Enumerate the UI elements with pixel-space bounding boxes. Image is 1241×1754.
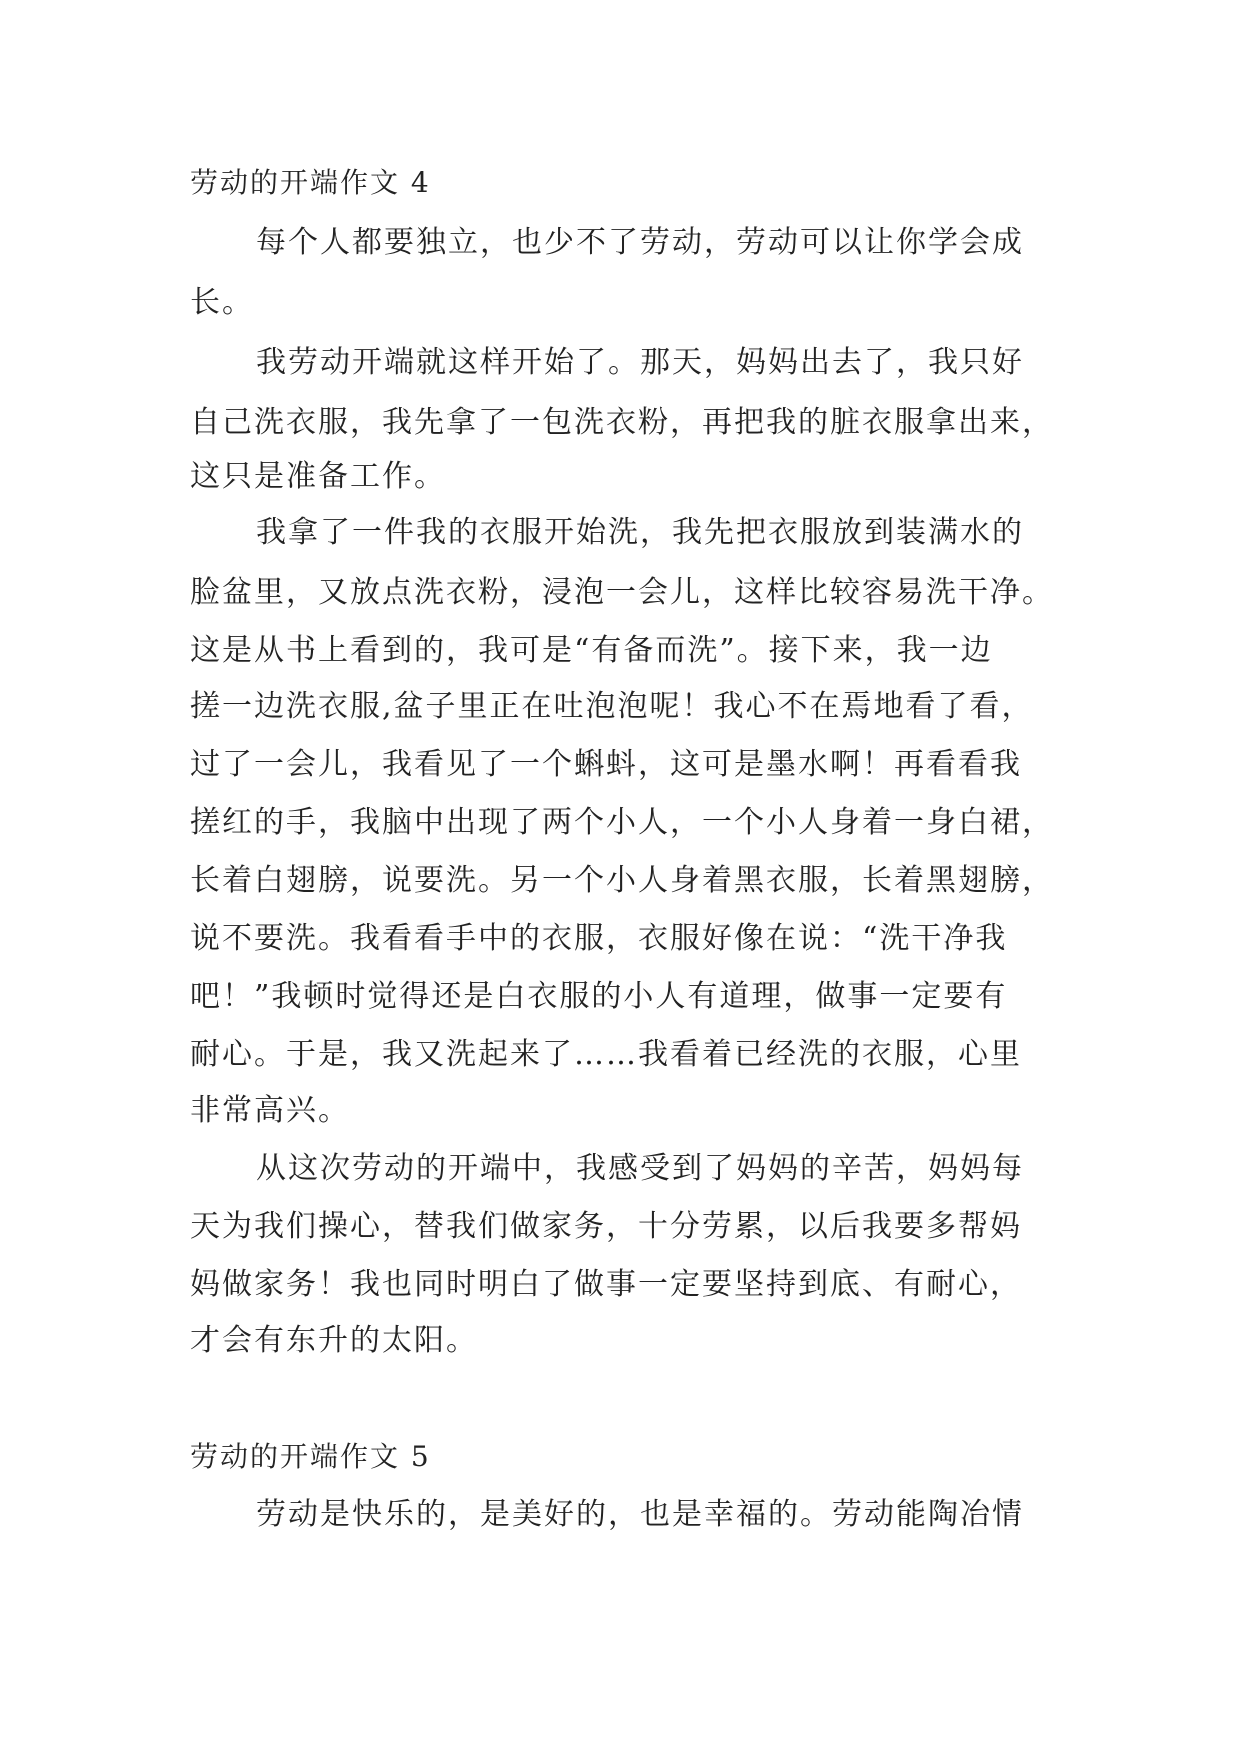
essay-4-text-line: 脸盆里，又放点洗衣粉，浸泡一会儿，这样比较容易洗干净。 xyxy=(190,575,1054,610)
essay-5-title: 劳动的开端作文 5 xyxy=(190,1440,431,1473)
essay-4-text-line: 这是从书上看到的，我可是“有备而洗”。接下来，我一边 xyxy=(190,633,993,668)
essay-4-text-line: 自己洗衣服，我先拿了一包洗衣粉，再把我的脏衣服拿出来， xyxy=(190,405,1054,440)
essay-4-text-line: 我劳动开端就这样开始了。那天，妈妈出去了，我只好 xyxy=(256,345,1024,380)
essay-4-text-line: 搓一边洗衣服,盆子里正在吐泡泡呢！我心不在焉地看了看， xyxy=(190,689,1034,724)
essay-4-text-line: 说不要洗。我看看手中的衣服，衣服好像在说：“洗干净我 xyxy=(190,921,1008,956)
essay-5-text-line: 劳动是快乐的，是美好的，也是幸福的。劳动能陶冶情 xyxy=(256,1497,1024,1532)
essay-4-title: 劳动的开端作文 4 xyxy=(190,166,431,199)
essay-4-text-line: 长着白翅膀，说要洗。另一个小人身着黑衣服，长着黑翅膀， xyxy=(190,863,1054,898)
essay-4-text-line: 这只是准备工作。 xyxy=(190,459,446,494)
essay-4-text-line: 过了一会儿，我看见了一个蝌蚪，这可是墨水啊！再看看我 xyxy=(190,747,1022,782)
essay-4-text-line: 搓红的手，我脑中出现了两个小人，一个小人身着一身白裙， xyxy=(190,805,1054,840)
essay-4-text-line: 妈做家务！我也同时明白了做事一定要坚持到底、有耐心， xyxy=(190,1267,1022,1302)
essay-4-text-line: 我拿了一件我的衣服开始洗，我先把衣服放到装满水的 xyxy=(256,515,1024,550)
essay-4-text-line: 耐心。于是，我又洗起来了……我看着已经洗的衣服，心里 xyxy=(190,1037,1022,1072)
essay-4-text-line: 长。 xyxy=(190,285,254,320)
essay-4-text-line: 吧！”我顿时觉得还是白衣服的小人有道理，做事一定要有 xyxy=(190,979,1008,1014)
essay-4-text-line: 每个人都要独立，也少不了劳动，劳动可以让你学会成 xyxy=(256,225,1024,260)
essay-4-text-line: 天为我们操心，替我们做家务，十分劳累，以后我要多帮妈 xyxy=(190,1209,1022,1244)
essay-4-text-line: 非常高兴。 xyxy=(190,1093,350,1128)
essay-4-text-line: 从这次劳动的开端中，我感受到了妈妈的辛苦，妈妈每 xyxy=(256,1151,1024,1186)
essay-4-text-line: 才会有东升的太阳。 xyxy=(190,1323,478,1358)
